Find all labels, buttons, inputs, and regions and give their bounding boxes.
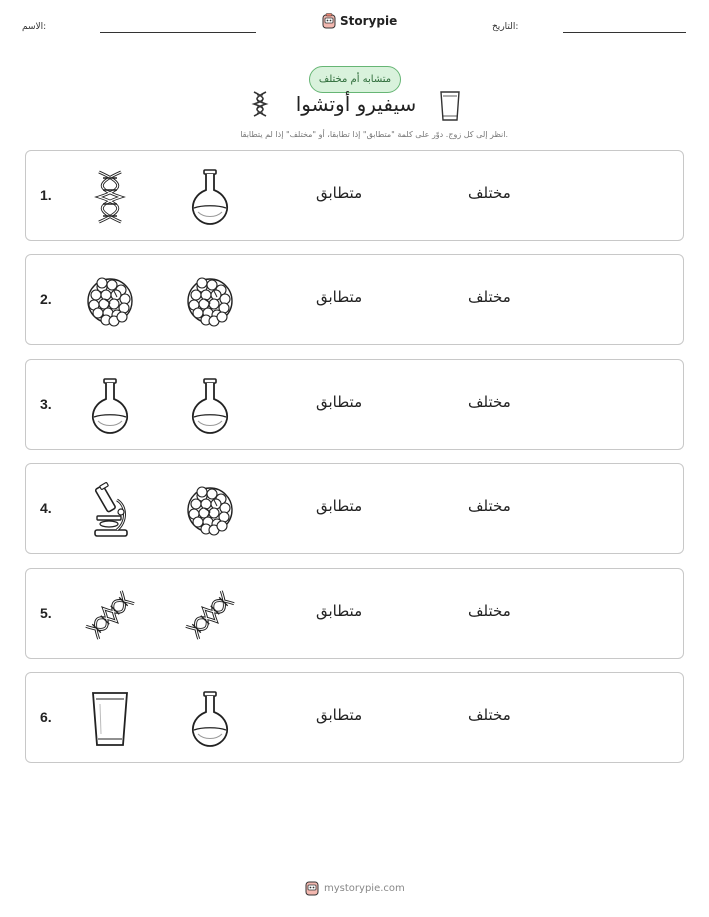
row-number: 6. xyxy=(40,709,52,725)
row-number: 4. xyxy=(40,500,52,517)
brand-name: Storypie xyxy=(340,14,398,28)
same-option[interactable]: متطابق xyxy=(316,601,363,620)
storypie-mascot-icon xyxy=(322,13,336,29)
different-option[interactable]: مختلف xyxy=(468,392,511,411)
different-option[interactable]: مختلف xyxy=(468,706,511,724)
dna-diagonal-icon xyxy=(80,585,140,645)
row-number: 3. xyxy=(40,395,52,412)
exercise-row xyxy=(25,463,684,554)
row-number: 2. xyxy=(40,291,52,308)
flask-icon xyxy=(80,376,140,436)
row-number: 5. xyxy=(40,604,52,621)
footer xyxy=(305,880,405,896)
page-title: سيفيرو أوتشوا xyxy=(295,92,417,116)
exercise-row xyxy=(25,150,684,241)
cell-cluster-icon xyxy=(180,271,240,331)
glass-icon xyxy=(438,90,462,122)
exercise-row xyxy=(25,672,684,763)
same-option[interactable]: متطابق xyxy=(316,288,363,307)
date-label: التاريخ: xyxy=(492,22,519,32)
flask-icon xyxy=(180,376,240,436)
date-line[interactable] xyxy=(563,32,686,33)
name-line[interactable] xyxy=(100,32,256,33)
cell-cluster-icon xyxy=(80,271,140,331)
glass-icon xyxy=(80,689,140,749)
exercise-row xyxy=(25,568,684,659)
flask-icon xyxy=(180,167,240,227)
different-option[interactable]: مختلف xyxy=(468,184,511,202)
dna-diagonal-icon xyxy=(180,585,240,645)
storypie-mascot-icon xyxy=(305,880,319,896)
different-option[interactable]: مختلف xyxy=(468,497,511,516)
dna-icon xyxy=(250,90,270,118)
exercise-row xyxy=(25,254,684,345)
row-number: 1. xyxy=(40,187,52,203)
same-option[interactable]: متطابق xyxy=(316,392,363,411)
dna-icon xyxy=(80,167,140,227)
cell-cluster-icon xyxy=(180,480,240,540)
different-option[interactable]: مختلف xyxy=(468,288,511,307)
different-option[interactable]: مختلف xyxy=(468,601,511,620)
brand-logo xyxy=(322,13,397,29)
same-option[interactable]: متطابق xyxy=(316,706,363,724)
footer-url: mystorypie.com xyxy=(324,882,405,894)
microscope-icon xyxy=(80,480,140,540)
instructions: انظر إلى كل زوج. دوّر على كلمة "متطابق" إذا تطابقا، أو "مختلف" إذا لم يتطابقا. xyxy=(240,130,508,139)
same-option[interactable]: متطابق xyxy=(316,184,363,202)
exercise-row xyxy=(25,359,684,450)
worksheet-type-badge: متشابه أم مختلف xyxy=(309,66,401,93)
same-option[interactable]: متطابق xyxy=(316,497,363,516)
flask-icon xyxy=(180,689,240,749)
name-label: الاسم: xyxy=(22,22,47,32)
